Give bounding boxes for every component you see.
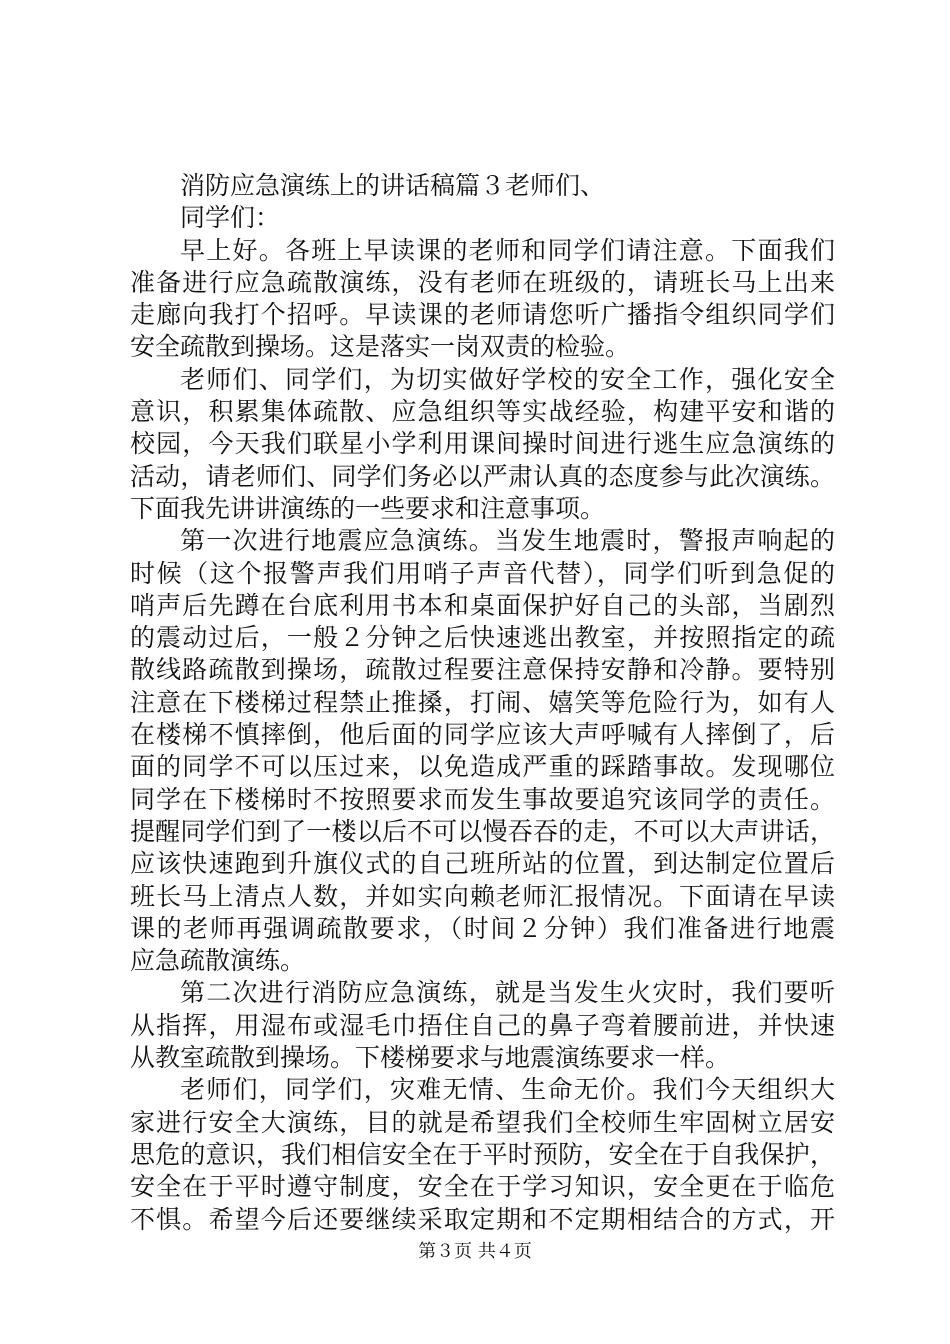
text-line: 校园，今天我们联星小学利用课间操时间进行逃生应急演练的 [130, 429, 835, 459]
text-line: 家进行安全大演练，目的就是希望我们全校师生牢固树立居安 [130, 1107, 835, 1137]
text-line: 在楼梯不慎摔倒，他后面的同学应该大声呼喊有人摔倒了，后 [130, 720, 835, 750]
text-line: 哨声后先蹲在台底利用书本和桌面保护好自己的头部，当剧烈 [130, 590, 835, 620]
title-line: 消防应急演练上的讲话稿篇３老师们、 [180, 171, 606, 200]
text-line: 不惧。希望今后还要继续采取定期和不定期相结合的方式，开 [130, 1204, 835, 1234]
text-line: 第一次进行地震应急演练。当发生地震时，警报声响起的 [180, 526, 835, 556]
text-line: 班长马上清点人数，并如实向赖老师汇报情况。下面请在早读 [130, 881, 835, 911]
text-line: 下面我先讲讲演练的一些要求和注意事项。 [130, 493, 606, 523]
text-line: 的震动过后，一般２分钟之后快速逃出教室，并按照指定的疏 [130, 623, 835, 653]
text-line: 早上好。各班上早读课的老师和同学们请注意。下面我们 [180, 235, 835, 265]
text-line: 从指挥，用湿布或湿毛巾捂住自己的鼻子弯着腰前进，并快速 [130, 1010, 835, 1040]
text-line: 时候（这个报警声我们用哨子声音代替），同学们听到急促的 [130, 558, 835, 588]
text-line: 老师们、同学们，为切实做好学校的安全工作，强化安全 [180, 364, 835, 394]
text-line: 面的同学不可以压过来，以免造成严重的踩踏事故。发现哪位 [130, 752, 835, 782]
text-line: 应该快速跑到升旗仪式的自己班所站的位置，到达制定位置后 [130, 849, 835, 879]
text-line: 注意在下楼梯过程禁止推搡，打闹、嬉笑等危险行为，如有人 [130, 687, 835, 717]
text-line: 课的老师再强调疏散要求，（时间２分钟）我们准备进行地震 [130, 913, 835, 943]
text-line: 从教室疏散到操场。下楼梯要求与地震演练要求一样。 [130, 1043, 731, 1073]
text-line: 走廊向我打个招呼。早读课的老师请您听广播指令组织同学们 [130, 300, 835, 330]
text-line: 散线路疏散到操场，疏散过程要注意保持安静和冷静。要特别 [130, 655, 835, 685]
text-line: 老师们，同学们，灾难无情、生命无价。我们今天组织大 [180, 1075, 835, 1105]
document-body [130, 170, 835, 1236]
text-line: 活动，请老师们、同学们务必以严肃认真的态度参与此次演练。 [130, 461, 835, 491]
text-line: 准备进行应急疏散演练，没有老师在班级的，请班长马上出来 [130, 267, 835, 297]
text-line: 第二次进行消防应急演练，就是当发生火灾时，我们要听 [180, 978, 835, 1008]
page-number-footer: 第３页 共４页 [418, 1241, 532, 1262]
salutation-line: 同学们： [180, 203, 281, 233]
text-line: 安全在于平时遵守制度，安全在于学习知识，安全更在于临危 [130, 1172, 835, 1202]
text-line: 思危的意识，我们相信安全在于平时预防，安全在于自我保护， [130, 1139, 835, 1169]
text-line: 同学在下楼梯时不按照要求而发生事故要追究该同学的责任。 [130, 784, 835, 814]
text-line: 提醒同学们到了一楼以后不可以慢吞吞的走，不可以大声讲话， [130, 816, 835, 846]
text-line: 意识，积累集体疏散、应急组织等实战经验，构建平安和谐的 [130, 397, 835, 427]
text-line: 应急疏散演练。 [130, 946, 306, 976]
text-line: 安全疏散到操场。这是落实一岗双责的检验。 [130, 332, 631, 362]
